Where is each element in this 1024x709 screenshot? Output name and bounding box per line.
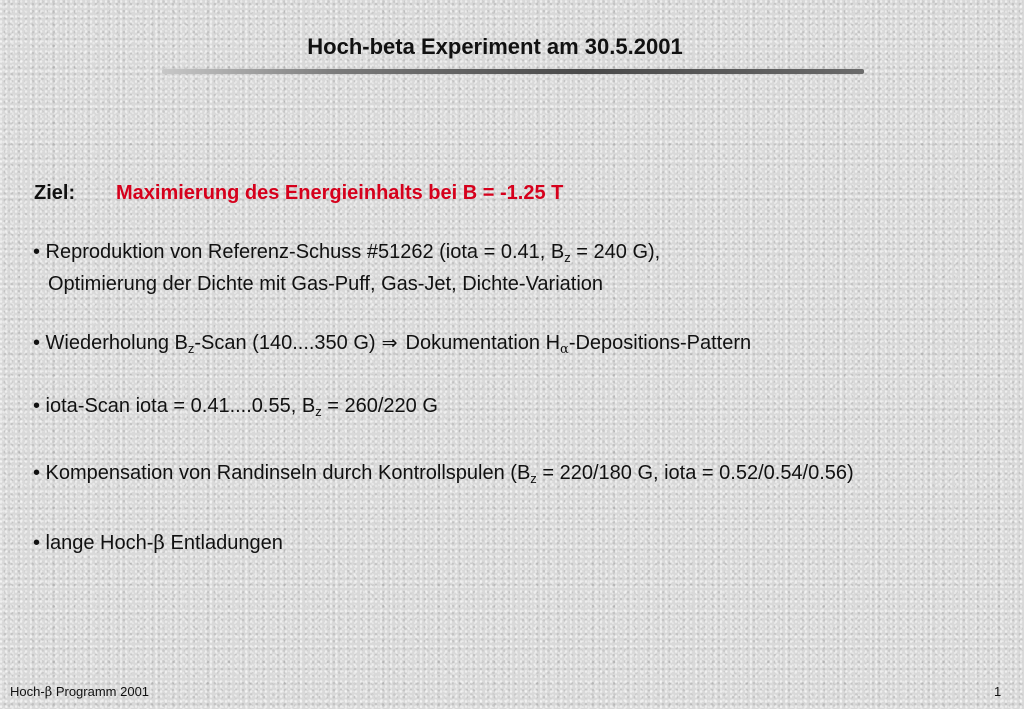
- bullet-text: • lange Hoch-: [33, 532, 154, 554]
- subscript: z: [564, 250, 571, 265]
- footer-text: Hoch-: [10, 684, 45, 699]
- beta-symbol: β: [44, 685, 53, 700]
- footer-text: Programm 2001: [52, 684, 150, 699]
- bullet-text: Entladungen: [164, 532, 283, 554]
- bullet-continuation: Optimierung der Dichte mit Gas-Puff, Gas-Jet, Dichte-Variation: [48, 273, 604, 295]
- bullet-reproduction: [33, 236, 660, 300]
- implies-arrow-icon: ⇒: [381, 332, 398, 354]
- bullet-iota-scan: [33, 390, 438, 422]
- beta-symbol: β: [153, 530, 165, 554]
- page-number: 1: [994, 684, 1002, 699]
- subscript: α: [560, 342, 569, 357]
- slide-title: Hoch-beta Experiment am 30.5.2001: [307, 34, 683, 59]
- subscript: z: [315, 404, 322, 419]
- subscript: z: [530, 471, 537, 486]
- bullet-text: -Scan (140....350 G): [194, 332, 376, 354]
- bullet-text: = 220/180 G, iota = 0.52/0.54/0.56): [536, 462, 854, 484]
- bullet-text: -Depositions-Pattern: [568, 332, 752, 354]
- bullet-text: = 240 G),: [570, 241, 661, 263]
- bullet-text: Dokumentation H: [405, 332, 561, 354]
- subscript: z: [187, 341, 195, 356]
- bullet-text: • iota-Scan iota = 0.41....0.55, B: [33, 395, 316, 417]
- bullet-text: = 260/220 G: [321, 395, 438, 417]
- bullet-text: • Reproduktion von Referenz-Schuss #51262 (iota = 0.41, B: [33, 241, 565, 263]
- title-underline-bar: [162, 69, 864, 74]
- footer-program-label: [10, 684, 149, 700]
- goal-row: [34, 182, 563, 205]
- bullet-bz-scan: [33, 327, 751, 359]
- bullet-text: • Wiederholung B: [33, 332, 188, 354]
- goal-text: Maximierung des Energieinhalts bei B = -1.25 T: [116, 182, 564, 204]
- bullet-long-discharges: [33, 526, 283, 559]
- bullet-compensation: [33, 457, 854, 489]
- bullet-text: • Kompensation von Randinseln durch Kontrollspulen (B: [33, 462, 531, 484]
- goal-label: Ziel:: [34, 182, 76, 204]
